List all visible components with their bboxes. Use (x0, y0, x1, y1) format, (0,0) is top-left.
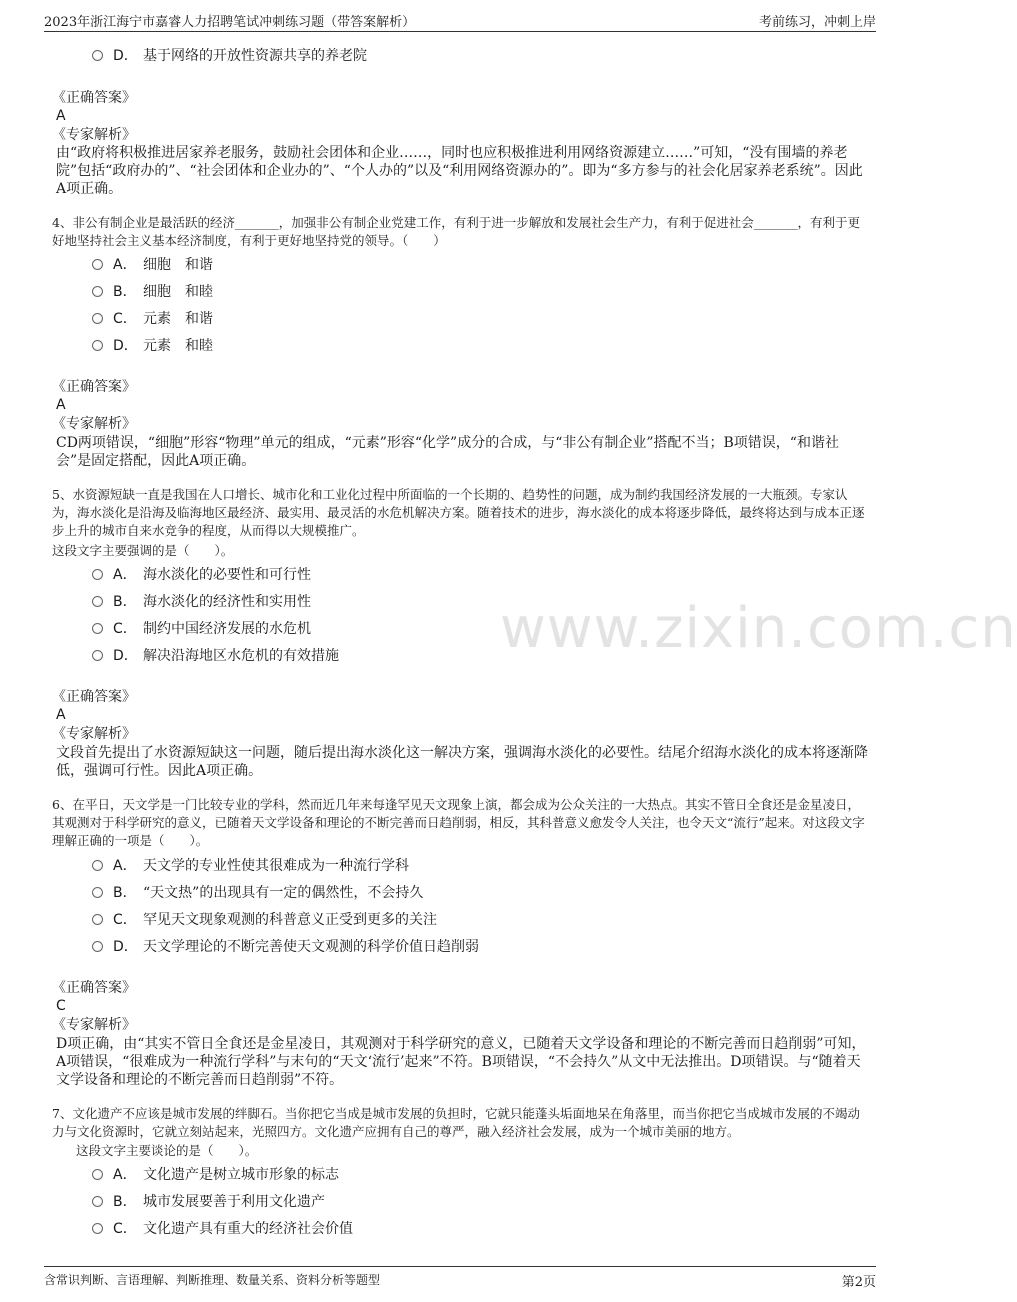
q4-stem: 4、非公有制企业是最活跃的经济_______，加强非公有制企业党建工作，有利于进一步解放和发展社会生产力，有利于促进社会_______，有利于更好地坚持社会主义基本经济制度，有利于更好地坚持党的领导。（ ） (52, 215, 860, 248)
option-letter: B． (113, 284, 137, 300)
option-letter: B． (113, 885, 137, 901)
option-text: 文化遗产具有重大的经济社会价值 (143, 1221, 353, 1237)
option-text: 海水淡化的必要性和可行性 (143, 567, 311, 583)
q4-answer-label: 《正确答案》 (52, 379, 136, 395)
q5-analysis: 文段首先提出了水资源短缺这一问题，随后提出海水淡化这一解决方案，强调海水淡化的必要性。结尾介绍海水淡化的成本将逐渐降低，强调可行性。因此A项正确。 (56, 745, 868, 779)
q6-option-b[interactable] (92, 882, 423, 904)
option-letter: C． (113, 1221, 137, 1237)
q4-option-b[interactable] (92, 281, 213, 303)
option-text: 罕见天文现象观测的科普意义正受到更多的关注 (143, 912, 437, 928)
option-text: 细胞 和睦 (143, 284, 213, 300)
q5-answer: A (56, 707, 66, 723)
watermark: www.zixin.com.cn (500, 596, 1017, 661)
option-text: 城市发展要善于利用文化遗产 (143, 1194, 325, 1210)
option-text: 制约中国经济发展的水危机 (143, 621, 311, 637)
radio-icon[interactable] (92, 887, 103, 898)
option-letter: C． (113, 912, 137, 928)
q6-option-d[interactable] (92, 936, 479, 958)
option-text: 天文学的专业性使其很难成为一种流行学科 (143, 858, 409, 874)
q7-option-c[interactable] (92, 1218, 353, 1240)
q3-analysis-label: 《专家解析》 (52, 127, 136, 143)
q6-analysis: D项正确，由“其实不管日全食还是金星凌日，其观测对于科学研究的意义，已随着天文学设备和理论的不断完善而日趋削弱”可知，A项错误，“很难成为一种流行学科”与末句的“天文‘流行’起来”不符。B项错误，“不会持久”从文中无法推出。D项错误。与“随着天文学设备和理论的不断完善而日趋削弱”不符。 (56, 1036, 866, 1088)
q4-analysis: CD两项错误，“细胞”形容“物理”单元的组成，“元素”形容“化学”成分的合成，与“非公有制企业”搭配不当；B项错误，“和谐社会”是固定搭配，因此A项正确。 (56, 435, 839, 469)
header-slogan: 考前练习，冲刺上岸 (758, 15, 876, 30)
footer-note: 含常识判断、言语理解、判断推理、数量关系、资料分析等题型 (44, 1273, 381, 1287)
option-text: 元素 和睦 (143, 338, 213, 354)
option-letter: B． (113, 1194, 137, 1210)
q7-stem: 7、文化遗产不应该是城市发展的绊脚石。当你把它当成是城市发展的负担时，它就只能蓬头垢面地呆在角落里，而当你把它当成城市发展的不竭动力与文化资源时，它就立刻站起来，光照四方。文化遗产应拥有自己的尊严，融入经济社会发展，成为一个城市美丽的地方。 (52, 1106, 860, 1139)
q5-option-b[interactable] (92, 591, 311, 613)
option-text: 细胞 和谐 (143, 257, 213, 273)
radio-icon[interactable] (92, 650, 103, 661)
radio-icon[interactable] (92, 259, 103, 270)
q5-stem: 5、水资源短缺一直是我国在人口增长、城市化和工业化过程中所面临的一个长期的、趋势性的问题，成为制约我国经济发展的一大瓶颈。专家认为，海水淡化是沿海及临海地区最经济、最实用、最灵活的水危机解决方案。随着技术的进步，海水淡化的成本将逐步降低，最终将达到与成本正逐步上升的城市自来水竞争的程度，从而得以大规模推广。 (52, 487, 865, 538)
q4-option-c[interactable] (92, 308, 213, 330)
option-letter: B． (113, 594, 137, 610)
q6-answer: C (56, 998, 66, 1014)
page-number: 第2页 (841, 1275, 876, 1290)
option-letter: D． (113, 939, 138, 955)
q5-option-d[interactable] (92, 645, 339, 667)
q3-answer-label: 《正确答案》 (52, 90, 136, 106)
option-text: 基于网络的开放性资源共享的养老院 (143, 48, 367, 64)
option-letter: A． (113, 1167, 137, 1183)
q4-answer: A (56, 397, 66, 413)
footer-divider (44, 1266, 876, 1267)
option-letter: A． (113, 858, 137, 874)
q6-answer-label: 《正确答案》 (52, 980, 136, 996)
q3-analysis: 由“政府将积极推进居家养老服务，鼓励社会团体和企业……，同时也应积极推进利用网络资源建立……”可知，“没有围墙的养老院”包括“政府办的”、“社会团体和企业办的”、“个人办的”以及“利用网络资源办的”。即为“多方参与的社会化居家养老系统”。因此A项正确。 (56, 145, 863, 197)
option-letter: D． (113, 338, 138, 354)
option-letter: C． (113, 621, 137, 637)
q5-option-a[interactable] (92, 564, 311, 586)
q7-question: 这段文字主要谈论的是（ ）。 (76, 1143, 258, 1158)
radio-icon[interactable] (92, 286, 103, 297)
option-text: 解决沿海地区水危机的有效措施 (143, 648, 339, 664)
option-text: 天文学理论的不断完善使天文观测的科学价值日趋削弱 (143, 939, 479, 955)
radio-icon[interactable] (92, 1169, 103, 1180)
radio-icon[interactable] (92, 50, 103, 61)
option-text: 海水淡化的经济性和实用性 (143, 594, 311, 610)
q7-option-b[interactable] (92, 1191, 325, 1213)
radio-icon[interactable] (92, 1196, 103, 1207)
q7-option-a[interactable] (92, 1164, 339, 1186)
q3-option-d[interactable] (92, 45, 367, 67)
radio-icon[interactable] (92, 860, 103, 871)
option-letter: C． (113, 311, 137, 327)
q5-question: 这段文字主要强调的是（ ）。 (52, 543, 234, 558)
q6-stem: 6、在平日，天文学是一门比较专业的学科，然而近几年来每逢罕见天文现象上演，都会成为公众关注的一大热点。其实不管日全食还是金星凌日，其观测对于科学研究的意义，已随着天文学设备和理论的不断完善而日趋削弱，相反，其科普意义愈发令人关注，也令天文“流行”起来。对这段文字理解正确的一项是（ ）。 (52, 797, 865, 848)
option-letter: D． (113, 48, 138, 64)
radio-icon[interactable] (92, 313, 103, 324)
radio-icon[interactable] (92, 340, 103, 351)
q6-option-a[interactable] (92, 855, 409, 877)
radio-icon[interactable] (92, 914, 103, 925)
q4-option-d[interactable] (92, 335, 213, 357)
radio-icon[interactable] (92, 596, 103, 607)
radio-icon[interactable] (92, 941, 103, 952)
q6-option-c[interactable] (92, 909, 437, 931)
option-letter: A． (113, 257, 137, 273)
option-text: “天文热”的出现具有一定的偶然性，不会持久 (143, 885, 424, 901)
q3-answer: A (56, 108, 66, 124)
radio-icon[interactable] (92, 569, 103, 580)
page-footer (0, 1266, 920, 1302)
q5-analysis-label: 《专家解析》 (52, 726, 136, 742)
radio-icon[interactable] (92, 1223, 103, 1234)
q5-option-c[interactable] (92, 618, 311, 640)
document-title: 2023年浙江海宁市嘉睿人力招聘笔试冲刺练习题（带答案解析） (44, 15, 416, 30)
q5-answer-label: 《正确答案》 (52, 689, 136, 705)
q6-analysis-label: 《专家解析》 (52, 1017, 136, 1033)
q4-option-a[interactable] (92, 254, 213, 276)
option-letter: A． (113, 567, 137, 583)
option-letter: D． (113, 648, 138, 664)
option-text: 文化遗产是树立城市形象的标志 (143, 1167, 339, 1183)
option-text: 元素 和谐 (143, 311, 213, 327)
q4-analysis-label: 《专家解析》 (52, 416, 136, 432)
radio-icon[interactable] (92, 623, 103, 634)
